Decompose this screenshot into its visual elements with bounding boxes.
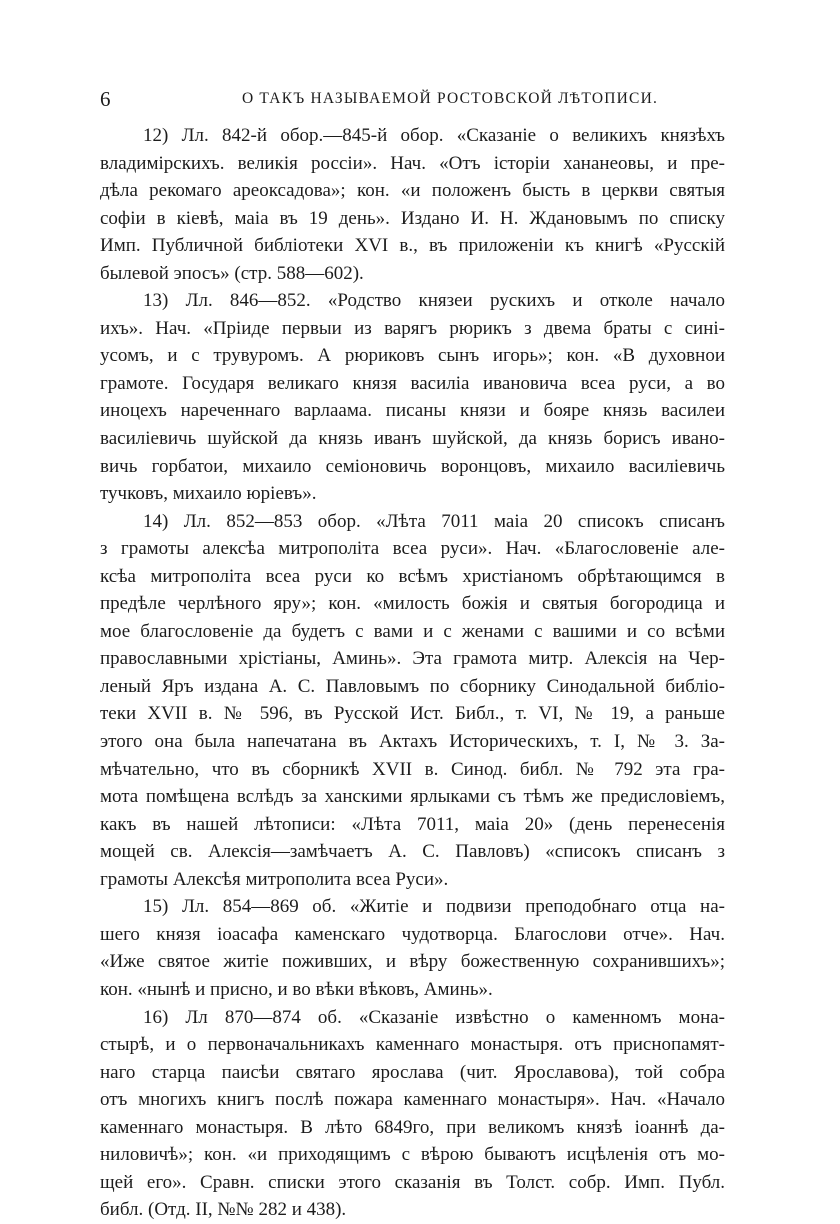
text-line: отъ многихъ книгъ послѣ пожара каменнаго монастыря». Нач. «Начало xyxy=(100,1089,725,1111)
text-line: 14) Лл. 852—853 обор. «Лѣта 7011 маіа 20 списокъ списанъ xyxy=(143,510,725,532)
running-title: О ТАКЪ НАЗЫВАЕМОЙ РОСТОВСКОЙ ЛѢТОПИСИ. xyxy=(241,90,659,107)
text-line: леный Яръ издана А. С. Павловымъ по сборнику Синодальной библіо- xyxy=(100,675,725,697)
text-line: былевой эпосъ» (стр. 588—602). xyxy=(100,262,364,284)
text-line: кон. «нынѣ и присно, и во вѣки вѣковъ, Аминь». xyxy=(100,978,493,1000)
text-line: василіевичь шуйской да князь иванъ шуйской, да князь борисъ ивано- xyxy=(100,428,725,450)
text-line: грамоты Алексѣя митрополита всеа Руси». xyxy=(100,868,449,890)
text-line: 16) Лл 870—874 об. «Сказаніе извѣстно о каменномъ мона- xyxy=(143,1006,725,1028)
entry-13 xyxy=(100,287,725,507)
entry-15 xyxy=(100,893,725,1003)
text-line: иноцехъ нареченнаго варлаама. писаны князи и бояре князь василеи xyxy=(100,400,725,422)
text-line: каменнаго монастыря. В лѣто 6849го, при великомъ князѣ іоаннѣ да- xyxy=(100,1116,725,1138)
text-line: мощей св. Алексія—замѣчаетъ А. С. Павловъ) «списокъ списанъ з xyxy=(100,841,725,863)
text-line: грамоте. Государя великаго князя василіа ивановича всеа руси, а во xyxy=(100,372,725,394)
text-line: владимірскихъ. великія россіи». Нач. «Отъ історіи хананеовы, и пре- xyxy=(100,152,725,174)
text-line: мота помѣщена вслѣдъ за ханскими ярлыками съ тѣмъ же предисловіемъ, xyxy=(100,786,725,808)
text-line: мѣчательно, что въ сборникѣ XVII в. Синод. библ. № 792 эта гра- xyxy=(100,758,725,780)
body-text xyxy=(100,122,725,1224)
text-line: софіи в кіевѣ, маіа въ 19 день». Издано И. Н. Ждановымъ по списку xyxy=(100,207,725,229)
text-line: какъ въ нашей лѣтописи: «Лѣта 7011, маіа 20» (день перенесенія xyxy=(100,813,725,835)
text-line: библ. (Отд. II, №№ 282 и 438). xyxy=(100,1199,347,1221)
text-line: теки XVII в. № 596, въ Русской Ист. Библ., т. VI, № 19, а раньше xyxy=(100,703,725,725)
text-line: Имп. Публичной библіотеки XVI в., въ приложеніи къ книгѣ «Русскій xyxy=(100,235,725,257)
entry-14 xyxy=(100,508,725,894)
text-line: предѣле черлѣного яру»; кон. «милость божія и святыя богородица и xyxy=(100,593,725,615)
text-line: стырѣ, и о первоначальникахъ каменнаго монастыря. отъ приснопамят- xyxy=(100,1034,725,1056)
text-line: шего князя іоасафа каменскаго чудотворца. Благослови отче». Нач. xyxy=(100,923,725,945)
page-header xyxy=(100,86,730,112)
text-line: дѣла рекомаго ареоксадова»; кон. «и положенъ бысть в церкви святыя xyxy=(100,180,725,202)
page-number: 6 xyxy=(100,87,111,111)
text-line: вичь горбатои, михаило семіоновичь воронцовъ, михаило василіевичь xyxy=(100,455,725,477)
text-line: ниловичѣ»; кон. «и приходящимъ с вѣрою бываютъ исцѣленія отъ мо- xyxy=(100,1144,725,1166)
text-line: щей его». Сравн. списки этого сказанія въ Толст. собр. Имп. Публ. xyxy=(100,1171,725,1193)
text-line: ксѣа митрополіта всеа руси ко всѣмъ христіаномъ обрѣтающимся в xyxy=(100,565,725,587)
text-line: ихъ». Нач. «Пріиде первыи из варягъ рюрикъ з двема браты с сині- xyxy=(100,317,725,339)
text-line: 12) Лл. 842-й обор.—845-й обор. «Сказаніе о великихъ князѣхъ xyxy=(143,125,725,146)
entry-12 xyxy=(100,122,725,287)
text-line: православными хрістіаны, Аминь». Эта грамота митр. Алексія на Чер- xyxy=(100,648,725,670)
text-line: наго старца паисѣи святаго ярослава (чит. Ярославова), той собра xyxy=(100,1061,725,1083)
text-line: 13) Лл. 846—852. «Родство князеи рускихъ и отколе начало xyxy=(143,290,725,312)
text-line: 15) Лл. 854—869 об. «Житіе и подвизи преподобнаго отца на- xyxy=(143,896,725,918)
text-line: тучковъ, михаило юріевъ». xyxy=(100,483,317,505)
text-line: усомъ, и с трувуромъ. А рюриковъ сынъ игорь»; кон. «В духовнои xyxy=(100,345,725,367)
text-line: мое благословеніе да будетъ с вами и с женами с вашими и со всѣми xyxy=(100,620,725,642)
text-line: «Иже святое житіе поживших, и вѣру божественную сохранившихъ»; xyxy=(100,951,725,973)
text-line: з грамоты алексѣа митрополіта всеа руси». Нач. «Благословеніе але- xyxy=(100,538,725,560)
text-line: этого она была напечатана въ Актахъ Историческихъ, т. I, № 3. За- xyxy=(100,731,725,753)
